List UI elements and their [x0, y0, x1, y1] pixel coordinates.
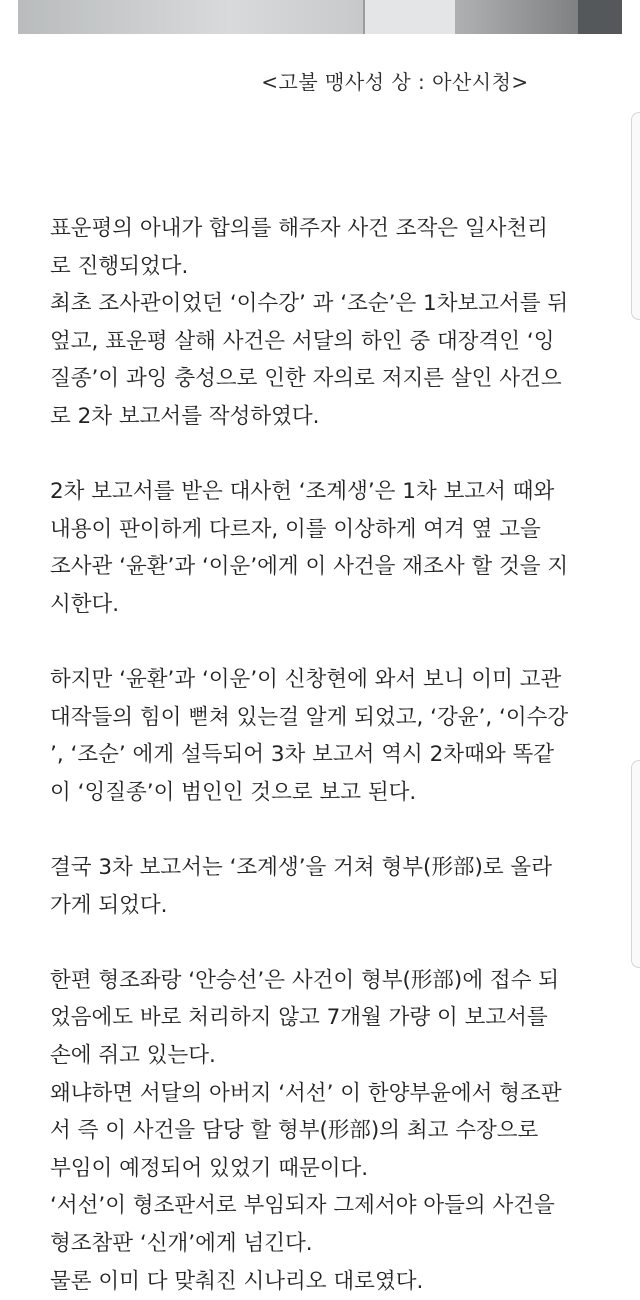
photo-shadow [578, 0, 622, 34]
text-line: 조사관 ‘윤환’과 ‘이운’에게 이 사건을 재조사 할 것을 지 [50, 554, 569, 580]
photo-wall [363, 0, 455, 34]
paragraph [50, 962, 610, 1300]
text-line: 부임이 예정되어 있었기 때문이다. [50, 1155, 369, 1181]
text-line: 하지만 ‘윤환’과 ‘이운’이 신창현에 와서 보니 이미 고관 [50, 667, 562, 693]
paragraph-gap [50, 924, 610, 962]
text-line: 대작들의 힘이 뻗쳐 있는걸 알게 되었고, ‘강윤’, ‘이수강 [50, 704, 569, 730]
image-caption: <고불 맹사성 상 : 아산시청> [261, 70, 529, 94]
paragraph [50, 849, 610, 924]
paragraph-gap [50, 812, 610, 850]
article-body [50, 210, 610, 1300]
text-line: 손에 쥐고 있는다. [50, 1043, 216, 1069]
text-line: 내용이 판이하게 다르자, 이를 이상하게 여겨 옆 고을 [50, 516, 541, 542]
text-line: 질종’이 과잉 충성으로 인한 자의로 저지른 살인 사건으 [50, 366, 562, 392]
text-line: ‘서선’이 형조판서로 부임되자 그제서야 아들의 사건을 [50, 1193, 555, 1219]
text-line: 로 2차 보고서를 작성하였다. [50, 403, 320, 429]
text-line: 한편 형조좌랑 ‘안승선’은 사건이 형부(形部)에 접수 되 [50, 967, 560, 993]
text-line: ’, ‘조순’ 에게 설득되어 3차 보고서 역시 2차때와 똑같 [50, 742, 554, 768]
text-line: 서 즉 이 사건을 담당 할 형부(形部)의 최고 수장으로 [50, 1118, 539, 1144]
paragraph [50, 473, 610, 623]
scroll-edge-handle[interactable] [631, 112, 640, 320]
text-line: 형조참판 ‘신개’에게 넘긴다. [50, 1231, 313, 1257]
paragraph-gap [50, 624, 610, 662]
text-line: 가게 되었다. [50, 892, 168, 918]
text-line: 었음에도 바로 처리하지 않고 7개월 가량 이 보고서를 [50, 1005, 548, 1031]
paragraph-gap [50, 436, 610, 474]
top-photo [18, 0, 622, 34]
text-line: 표운평의 아내가 합의를 해주자 사건 조작은 일사천리 [50, 216, 548, 241]
paragraph [50, 661, 610, 811]
text-line: 물론 이미 다 맞춰진 시나리오 대로였다. [50, 1268, 424, 1294]
text-line: 최초 조사관이었던 ‘이수강’ 과 ‘조순’은 1차보고서를 뒤 [50, 291, 569, 317]
text-line: 이 ‘잉질종’이 범인인 것으로 보고 된다. [50, 779, 417, 805]
text-line: 엎고, 표운평 살해 사건은 서달의 하인 중 대장격인 ‘잉 [50, 328, 555, 354]
text-line: 왜냐하면 서달의 아버지 ‘서선’ 이 한양부윤에서 형조판 [50, 1080, 562, 1106]
text-line: 로 진행되었다. [50, 253, 189, 279]
text-line: 시한다. [50, 591, 120, 617]
scroll-edge-handle[interactable] [631, 760, 640, 968]
text-line: 2차 보고서를 받은 대사헌 ‘조계생’은 1차 보고서 때와 [50, 479, 555, 505]
text-line: 결국 3차 보고서는 ‘조계생’을 거쳐 형부(形部)로 올라 [50, 855, 552, 881]
paragraph [50, 210, 610, 436]
